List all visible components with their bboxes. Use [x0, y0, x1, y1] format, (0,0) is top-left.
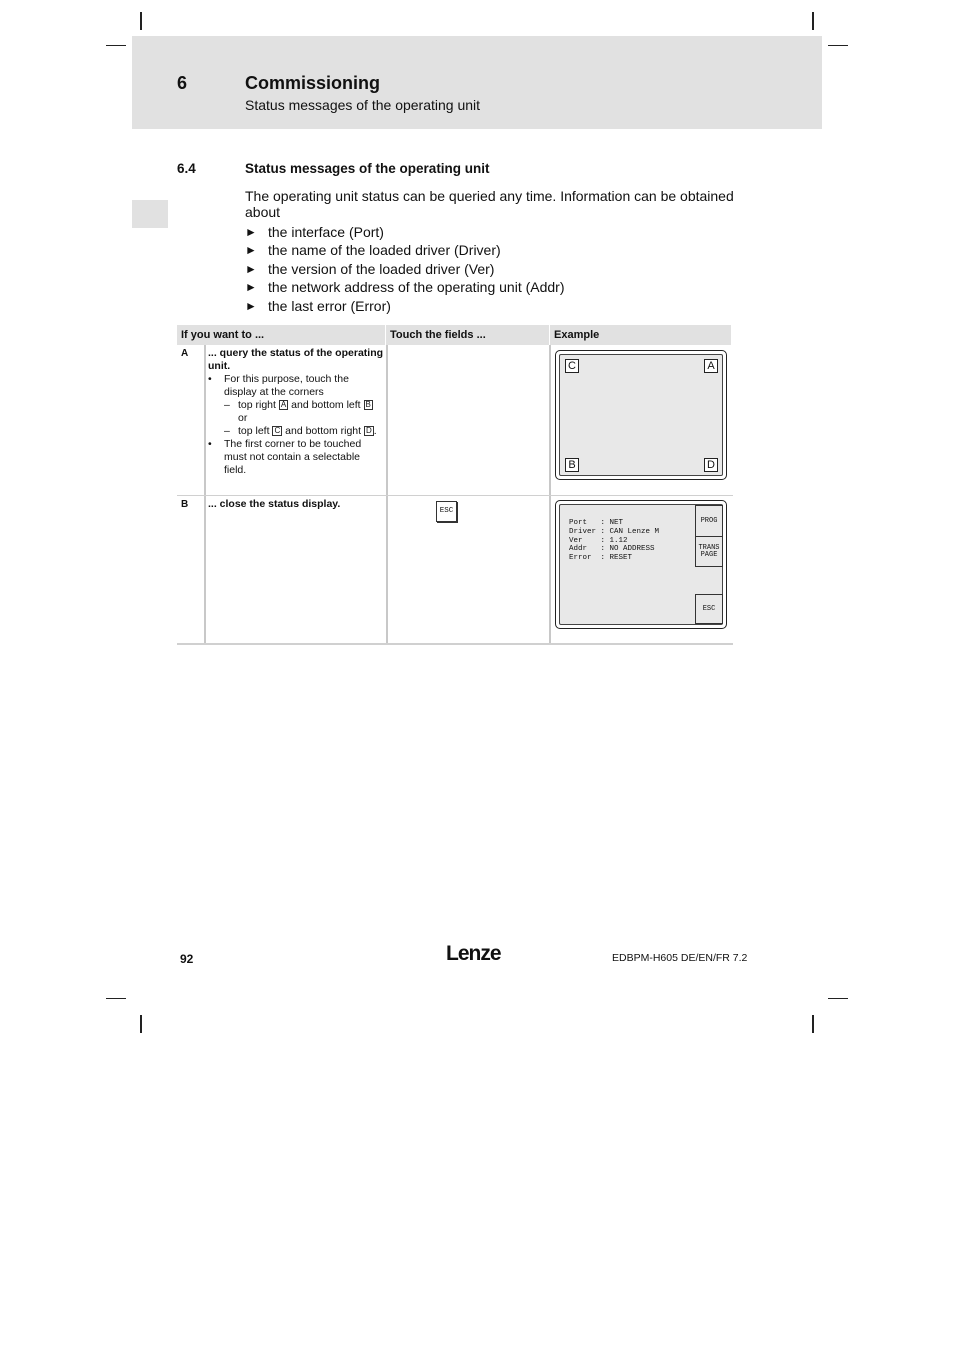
esc-softkey[interactable]: ESC: [695, 594, 723, 624]
row-b-title: ... close the status display.: [208, 498, 341, 510]
list-item: ► the name of the loaded driver (Driver): [245, 242, 501, 259]
table-divider: [204, 345, 206, 643]
corner-d-marker: D: [704, 458, 718, 472]
row-label-a: A: [181, 348, 189, 359]
status-line-ver: Ver : 1.12: [569, 537, 628, 545]
corner-key-a: A: [280, 400, 287, 409]
status-line-port: Port : NET: [569, 519, 624, 527]
row-label-b: B: [181, 499, 189, 510]
row-b-instructions: [208, 498, 384, 511]
list-item: ► the last error (Error): [245, 297, 391, 314]
row-a-dash: – top left C and bottom right D .: [224, 425, 377, 437]
table-divider: [386, 345, 388, 643]
trans-page-softkey[interactable]: TRANS PAGE: [695, 536, 723, 567]
prog-softkey[interactable]: PROG: [695, 505, 723, 538]
info-list: [245, 223, 565, 315]
corner-a-marker: A: [704, 359, 718, 373]
bullet-arrow-icon: ►: [245, 225, 257, 239]
table-header-want: If you want to ...: [177, 325, 385, 345]
status-line-error: Error : RESET: [569, 554, 633, 562]
bullet-arrow-icon: ►: [245, 298, 257, 313]
row-a-bullet: • The first corner to be touched must not contain a selectable field.: [208, 438, 362, 476]
chapter-header: [132, 36, 822, 129]
table-header-example: Example: [550, 325, 731, 345]
row-a-or: or: [238, 412, 248, 424]
crop-mark: [812, 1015, 814, 1033]
bullet-arrow-icon: ►: [245, 280, 257, 295]
list-item: ► the version of the loaded driver (Ver): [245, 260, 495, 277]
page-number: 92: [180, 952, 194, 966]
display-area: [559, 354, 723, 476]
esc-touch-field[interactable]: ESC: [436, 501, 457, 522]
margin-tab: [132, 200, 168, 228]
section-number: 6.4: [177, 161, 196, 176]
section-title: Status messages of the operating unit: [245, 161, 490, 176]
corner-key-c: C: [274, 426, 281, 435]
corner-b-marker: B: [565, 458, 579, 472]
bullet-arrow-icon: ►: [245, 243, 257, 258]
corner-key-b: B: [365, 400, 371, 409]
table-row-divider: [177, 495, 733, 496]
table-header-touch: Touch the fields ...: [386, 325, 549, 345]
status-line-addr: Addr : NO ADDRESS: [569, 545, 655, 553]
chapter-title: Commissioning: [245, 73, 381, 93]
crop-mark: [140, 12, 142, 30]
document-id: EDBPM-H605 DE/EN/FR 7.2: [612, 952, 748, 964]
table-bottom-rule: [177, 643, 733, 645]
section-intro: The operating unit status can be queried any time. Information can be obtained about: [245, 188, 734, 220]
lenze-logo: Lenze: [446, 942, 501, 965]
status-line-driver: Driver : CAN Lenze M: [569, 528, 660, 536]
row-a-dash: – top right A and bottom left B: [224, 399, 371, 411]
list-item: ► the network address of the operating unit (Addr): [245, 279, 565, 296]
crop-mark: [812, 12, 814, 30]
corner-c-marker: C: [565, 359, 579, 373]
crop-mark: [140, 1015, 142, 1033]
row-a-instructions: [208, 347, 384, 477]
row-a-bullet: • For this purpose, touch the display at the corners: [208, 373, 349, 398]
row-a-title: ... query the status of the operating unit.: [208, 347, 384, 372]
crop-mark: [106, 45, 126, 46]
corner-key-d: D: [365, 426, 372, 435]
chapter-number: 6: [177, 73, 188, 93]
table-divider: [549, 345, 551, 643]
list-item: ► the interface (Port): [245, 224, 384, 240]
bullet-arrow-icon: ►: [245, 261, 257, 276]
crop-mark: [828, 998, 848, 999]
crop-mark: [828, 45, 848, 46]
crop-mark: [106, 998, 126, 999]
chapter-subtitle: Status messages of the operating unit: [245, 97, 481, 113]
